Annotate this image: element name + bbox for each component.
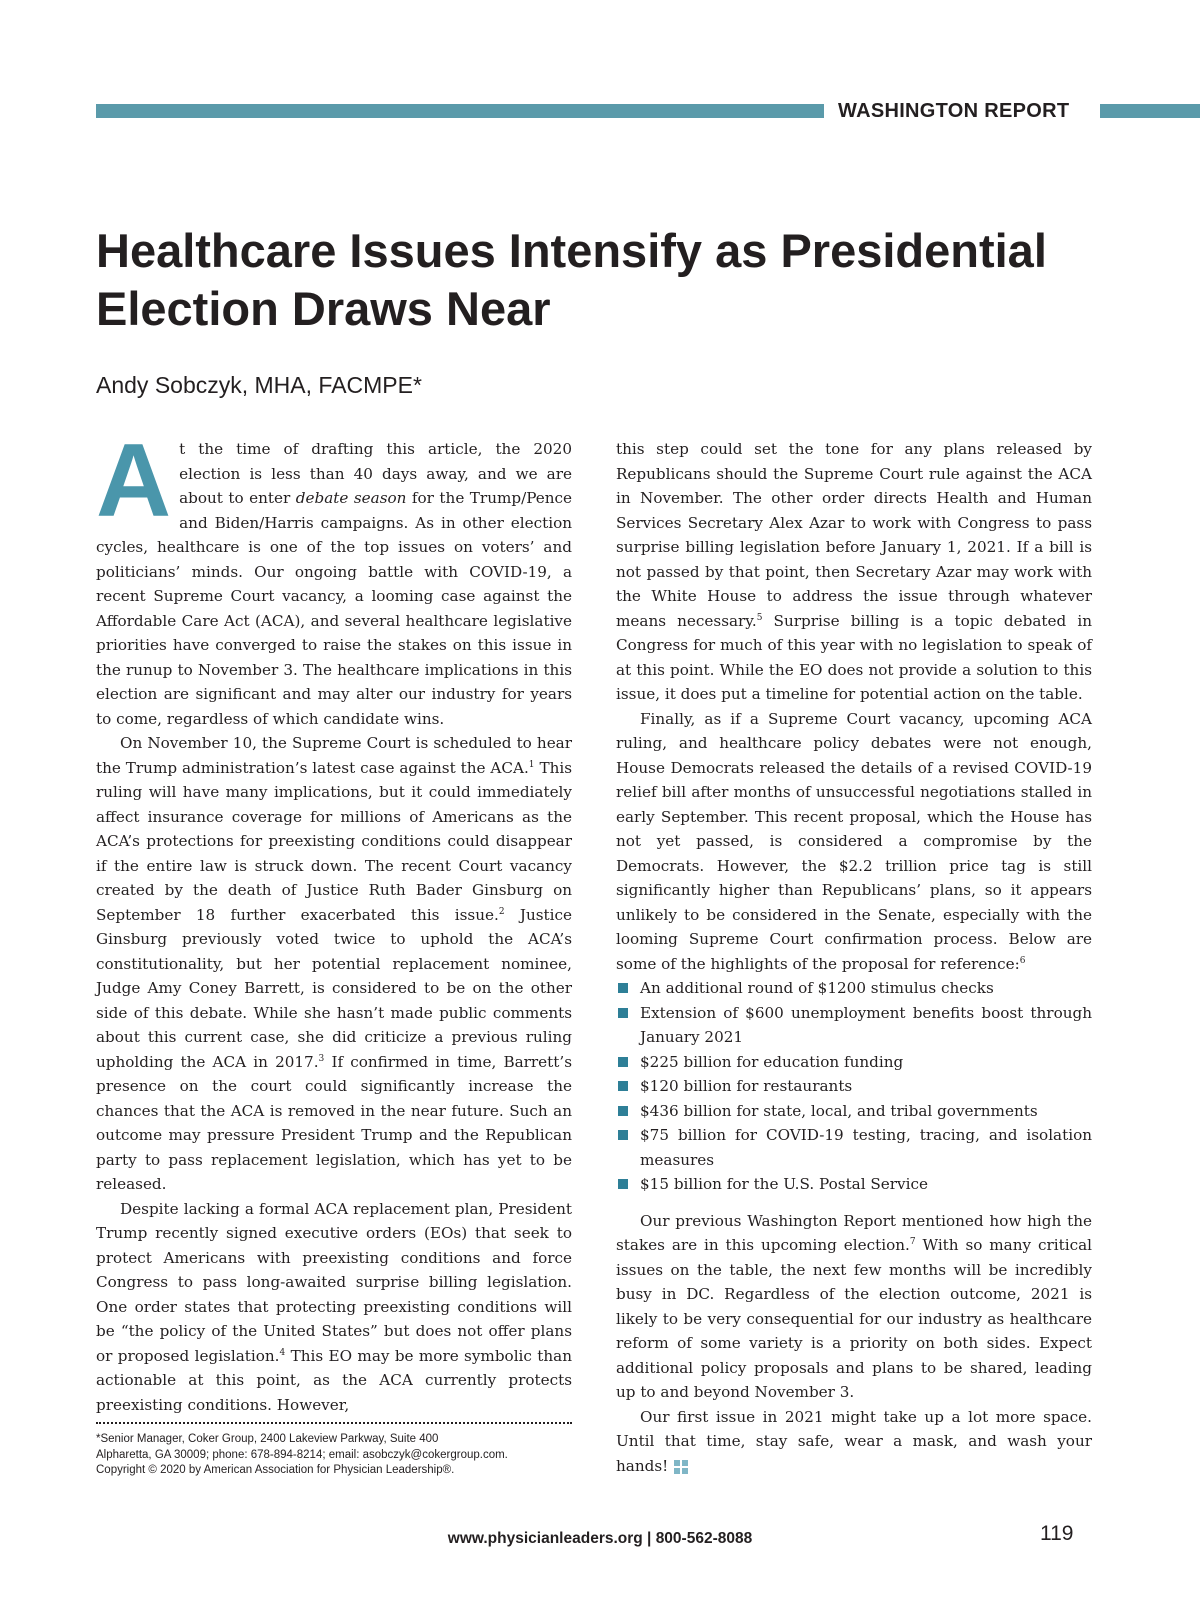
author-byline: Andy Sobczyk, MHA, FACMPE* xyxy=(96,372,422,398)
list-item: Extension of $600 unemployment benefits boost through January 2021 xyxy=(616,1001,1092,1050)
square-bullet-icon xyxy=(618,1008,628,1018)
footnote-ref: 5 xyxy=(756,612,763,623)
drop-cap: A xyxy=(96,423,172,539)
article-title: Healthcare Issues Intensify as Presidential Election Draws Near xyxy=(96,224,1047,335)
list-item: An additional round of $1200 stimulus checks xyxy=(616,976,1092,1001)
proposal-highlights-list xyxy=(616,976,1092,1197)
paragraph-3-continued: this step could set the tone for any plans released by Republicans should the Supreme Court rule against the ACA in November. The other order directs Health and Human Services Secretary Alex Azar to work with Congress to pass surprise billing legislation before January 1, 2021. If a bill is not passed by that point, then Secretary Azar may work with the White House to address the issue through whatever means necessary.$^5$ Surprise billing is a topic debated in Congress for much of this year with no legislation to speak of at this point. While the EO does not provide a solution to this issue, it does put a timeline for potential action on the table. xyxy=(616,440,1092,703)
body-column-right xyxy=(616,437,1092,1478)
paragraph-3-start: Despite lacking a formal ACA replacement plan, President Trump recently signed executive orders (EOs) that seek to protect Americans with preexisting conditions and force Congress to pass long-awaited surprise billing legislation. One order states that protecting preexisting conditions will be “the policy of the United States” but does not offer plans or proposed legislation.$^4$ This EO may be more symbolic than actionable at this point, as the ACA currently protects preexisting conditions. However, xyxy=(96,1199,573,1414)
paragraph-4: Finally, as if a Supreme Court vacancy, upcoming ACA ruling, and healthcare policy debates were not enough, House Democrats released the details of a revised COVID-19 relief bill after months of unsuccessful negotiations stalled in early September. This recent proposal, which the House has not yet passed, is considered a compromise by the Democrats. However, the $2.2 trillion price tag is still significantly higher than Republicans’ plans, so it appears unlikely to be considered in the Senate, especially with the looming Supreme Court confirmation process. Below are some of the highlights of the proposal for reference:$^6$ xyxy=(616,709,1092,973)
end-of-article-icon xyxy=(674,1460,688,1474)
footnote-ref: 1 xyxy=(528,759,535,770)
list-item: $15 billion for the U.S. Postal Service xyxy=(616,1172,1092,1197)
list-item: $436 billion for state, local, and tribal governments xyxy=(616,1099,1092,1124)
footnote-ref: 4 xyxy=(279,1347,286,1358)
author-footnote: *Senior Manager, Coker Group, 2400 Lakeview Parkway, Suite 400 Alpharetta, GA 30009; phone: 678-894-8214; email: asobczyk@cokergroup.com. Copyright © 2020 by American Association for Physician Leadership®. xyxy=(96,1433,508,1476)
footnote-ref: 3 xyxy=(318,1053,325,1064)
list-item: $75 billion for COVID-19 testing, tracing, and isolation measures xyxy=(616,1123,1092,1172)
square-bullet-icon xyxy=(618,1106,628,1116)
footnote-divider xyxy=(96,1422,572,1424)
footnote-ref: 6 xyxy=(1019,955,1026,966)
list-item: $225 billion for education funding xyxy=(616,1050,1092,1075)
header-rule-right xyxy=(1100,104,1200,118)
header-rule-left xyxy=(96,104,824,118)
body-column-left xyxy=(96,423,573,1417)
paragraph-5: Our previous Washington Report mentioned how high the stakes are in this upcoming election.$^7$ With so many critical issues on the table, the next few months will be incredibly busy in DC. Regardless of the election outcome, 2021 is likely to be very consequential for our industry as healthcare reform of some variety is a priority on both sides. Expect additional policy proposals and plans to be shared, leading up to and beyond November 3. xyxy=(616,1211,1092,1401)
emphasis-debate-season: debate season xyxy=(295,489,407,507)
square-bullet-icon xyxy=(618,1179,628,1189)
paragraph-1: At the time of drafting this article, the 2020 election is less than 40 days away, and we are about to enter debate season for the Trump/Pence and Biden/Harris campaigns. As in other election cycles, healthcare is one of the top issues on voters’ and politicians’ minds. Our ongoing battle with COVID-19, a recent Supreme Court vacancy, a looming case against the Affordable Care Act (ACA), and several healthcare legislative priorities have converged to raise the stakes on this issue in the runup to November 3. The healthcare implications in this election are significant and may alter our industry for years to come, regardless of which candidate wins. xyxy=(96,423,573,728)
paragraph-2: On November 10, the Supreme Court is scheduled to hear the Trump administration’s latest case against the ACA.$^1$ This ruling will have many implications, but it could immediately affect insurance coverage for millions of Americans as the ACA’s protections for preexisting conditions could disappear if the entire law is struck down. The recent Court vacancy created by the death of Justice Ruth Bader Ginsburg on September 18 further exacerbated this issue.$^2$ Justice Ginsburg previously voted twice to uphold the ACA’s constitutionality, but her potential replacement nominee, Judge Amy Coney Barrett, is considered to be on the other side of this debate. While she hasn’t made public comments about this current case, she did criticize a previous ruling upholding the ACA in 2017.$^3$ If confirmed in time, Barrett’s presence on the court could significantly increase the chances that the ACA is removed in the near future. Such an outcome may pressure President Trump and the Republican party to pass replacement legislation, which has yet to be released. xyxy=(96,734,573,1193)
footnote-ref: 7 xyxy=(909,1236,916,1247)
square-bullet-icon xyxy=(618,1081,628,1091)
paragraph-6: Our first issue in 2021 might take up a lot more space. Until that time, stay safe, wear a mask, and wash your hands! xyxy=(616,1407,1092,1475)
footer-contact-line: www.physicianleaders.org | 800-562-8088 xyxy=(447,1530,753,1547)
footnote-ref: 2 xyxy=(498,906,505,917)
page-number: 119 xyxy=(1040,1522,1074,1545)
list-item: $120 billion for restaurants xyxy=(616,1074,1092,1099)
square-bullet-icon xyxy=(618,1057,628,1067)
section-label: WASHINGTON REPORT xyxy=(838,100,1070,122)
square-bullet-icon xyxy=(618,1130,628,1140)
square-bullet-icon xyxy=(618,983,628,993)
